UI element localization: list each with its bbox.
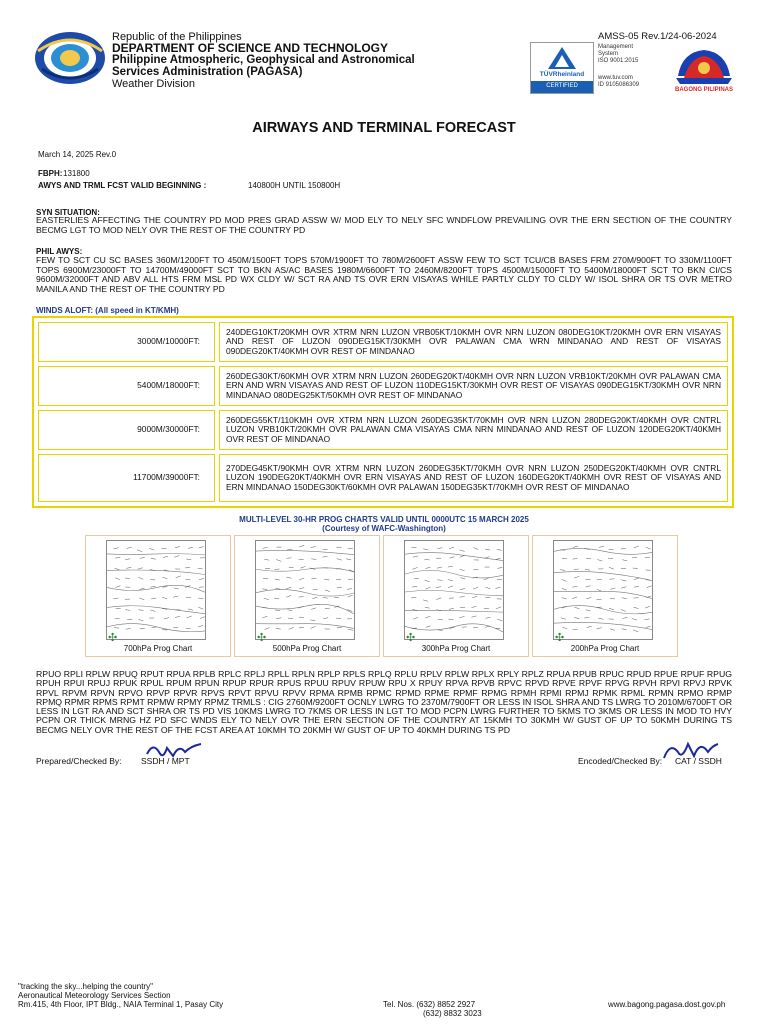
wind-forecast: 260DEG55KT/110KMH OVR XTRM NRN LUZON 260DEG35KT/70KMH OVR NRN LUZON 280DEG20KT/40KMH OVR CNTRL LUZON VRB10KT/20KMH OVR PALAWAN CMA VISAYAS CMA NRN MINDANAO AND REST OF LUZON 120DEG20KT/40KMH OVR REST OF MINDANAO: [219, 410, 728, 450]
prog-chart-label: 700hPa Prog Chart: [123, 644, 193, 653]
tuv-certification-badge: [530, 42, 594, 94]
agency-name-line2: Services Administration (PAGASA): [112, 66, 303, 78]
bagong-pilipinas-text: BAGONG PILIPINAS: [674, 87, 733, 93]
cert-info: [598, 44, 639, 89]
terminals-forecast: RPUO RPLI RPLW RPUQ RPUT RPUA RPLB RPLC RPLJ RPLL RPLN RPLP RPLS RPLQ RPLU RPLV RPLW RPLX RPLY RPLZ RPUA RPUB RPUC RPUD RPUE RPUF RPUG RPUH RPUI RPUJ RPUK RPUL RPUM RPUN RPUP RPUR RPUS RPUU RPUV RPUW RPU X RPUY RPVA RPVB RPVC RPVD RPVE RPVF RPVG RPVH RPVI RPVJ RPVK RPVL RPVM RPVN RPVO RPVP RPVR RPVS RPVT RPVU RPVV RPMA RPMB RPMC RPMD RPME RPMF RPMG RPMH RPMI RPMJ RPMK RPML RPMN RPMO RPMP RPMQ RPMR RPMS RPMT RPMW RPMY RPMZ TRMLS : CIG 2760M/9200FT OCNLY LWRG TO 2370M/7900FT OR LESS IN ISOL SHRA AND TS LWRG TO 2010M/6700FT OR LESS IN LGT RA AND SCT SHRA OR TS PD VIS 10KMS LWRG TO 7KMS OR LESS IN LGT TO MOD PCPN LWRG FURTHER TO 5KMS TO 3KMS OR LESS IN MOD TO HVY PCPN OR THICK MRNG HZ PD SFC WNDS ELY TO NELY OVR THE ERN SECTION OF THE COUNTRY AT 15KMH TO 30KMH W/ GUST OF UP TO 50KMH DURING TS BECMG NELY OVR THE REST OF THE FCST AREA AT 10KMH TO 20KMH W/ GUST OF UP TO 40KMH DURING TS PD: [36, 669, 732, 735]
prog-chart-label: 500hPa Prog Chart: [272, 644, 342, 653]
republic-text: Republic of the Philippines: [112, 31, 242, 43]
pagasa-mini-icon: ✣: [555, 632, 565, 644]
division-name: Weather Division: [112, 78, 195, 90]
department-name: DEPARTMENT OF SCIENCE AND TECHNOLOGY: [112, 41, 389, 55]
wind-level: 3000M/10000FT:: [38, 322, 215, 362]
prepared-value: SSDH / MPT: [141, 756, 190, 766]
issue-date: March 14, 2025 Rev.0: [38, 150, 117, 159]
prog-chart-700hpa[interactable]: [85, 535, 231, 657]
prog-chart-image: [404, 540, 504, 640]
prepared-label: Prepared/Checked By:: [36, 756, 122, 766]
footer-motto: "tracking the sky...helping the country": [18, 982, 153, 991]
footer-address: Rm.415, 4th Floor, IPT Bldg., NAIA Terminal 1, Pasay City: [18, 1000, 224, 1009]
prog-chart-300hpa[interactable]: [383, 535, 529, 657]
wind-level: 9000M/30000FT:: [38, 410, 215, 450]
valid-value: 140800H UNTIL 150800H: [248, 181, 341, 190]
wind-forecast: 240DEG10KT/20KMH OVR XTRM NRN LUZON VRB05KT/10KMH OVR NRN LUZON 080DEG10KT/20KMH OVR ERN VISAYAS AND REST OF LUZON 090DEG15KT/30KMH OVR PALAWAN CMA WRN MINDANAO AND REST OF VISAYAS 090DEG20KT/40KMH OVR REST OF MINDANAO: [219, 322, 728, 362]
prog-courtesy: (Courtesy of WAFC-Washington): [322, 524, 446, 533]
fbph-value: 131800: [63, 169, 90, 178]
awys-text: FEW TO SCT CU SC BASES 360M/1200FT TO 450M/1500FT TOPS 570M/1900FT TO 780M/2600FT ASSW FEW TO SCT TCU/CB BASES FRM 270M/900FT TO 330M/1100FT TOPS 6900M/23000FT TO 14700M/49000FT SCT TO BKN AS/AC BASES 1980M/6600FT TO 2460M/8200FT T0PS 4500M/15000FT TO 5400M/18000FT SCT TO BKN CI/CS 9600M/32000FT AND ABV ALL HTS FRM MSL PD WX CLDY W/ SCT RA AND TS OVR ERN VISAYAS WHILE PARTLY CLDY TO CLDY W/ ISOL SHRA OR TS OVR METRO MANILA AND THE REST OF THE COUNTRY PD: [36, 255, 732, 294]
winds-label: WINDS ALOFT: (All speed in KT/KMH): [36, 306, 179, 315]
footer-website[interactable]: www.bagong.pagasa.dost.gov.ph: [608, 1000, 726, 1009]
prog-title: MULTI-LEVEL 30-HR PROG CHARTS VALID UNTIL 0000UTC 15 MARCH 2025: [239, 515, 529, 524]
wind-forecast: 260DEG30KT/60KMH OVR XTRM NRN LUZON 260DEG20KT/40KMH OVR NRN LUZON VRB10KT/20KMH OVR PALAWAN CMA ERN AND WRN VISAYAS AND REST OF LUZON 110DEG15KT/30KMH OVR REST OF VISAYAS 090DEG15KT/30KMH OVR NRN MINDANAO 080DEG25KT/50KMH OVR REST OF MINDANAO: [219, 366, 728, 406]
encoded-signature: [660, 738, 720, 769]
encoded-value: CAT / SSDH: [675, 756, 722, 766]
cert-url: www.tuv.com: [598, 75, 633, 81]
cert-id: ID 9105086309: [598, 82, 640, 88]
wind-forecast: 270DEG45KT/90KMH OVR XTRM NRN LUZON 260DEG35KT/70KMH OVR NRN LUZON 250DEG20KT/40KMH OVR CNTRL LUZON 190DEG20KT/40KMH OVR ERN VISAYAS AND REST OF LUZON 160DEG20KT/40KMH OVR REST OF VISAYAS AND ERN MINDANAO 150DEG30KT/60KMH OVR PALAWAN 150DEG35KT/70KMH OVR REST OF MINDANAO: [219, 454, 728, 502]
table-row: [38, 322, 728, 362]
winds-aloft-table: [32, 316, 734, 508]
table-row: [38, 454, 728, 502]
prog-chart-image: [106, 540, 206, 640]
pagasa-logo: [34, 31, 106, 85]
footer-tel2: (632) 8832 3023: [423, 1009, 482, 1018]
syn-label: SYN SITUATION:: [36, 208, 100, 217]
encoded-label: Encoded/Checked By:: [578, 756, 663, 766]
tuv-name: TÜVRheinland: [539, 71, 585, 78]
prepared-signature: [145, 740, 205, 767]
prog-chart-500hpa[interactable]: [234, 535, 380, 657]
tuv-certified: CERTIFIED: [546, 83, 578, 89]
cert-text2: System: [598, 51, 619, 57]
prog-chart-image: [255, 540, 355, 640]
valid-label: AWYS AND TRML FCST VALID BEGINNING :: [38, 181, 207, 190]
cert-text3: ISO 9001:2015: [598, 58, 639, 64]
agency-name-line1: Philippine Atmospheric, Geophysical and Astronomical: [112, 54, 415, 66]
syn-text: EASTERLIES AFFECTING THE COUNTRY PD MOD PRES GRAD ASSW W/ MOD ELY TO NELY SFC WNDFLOW PREVAILING OVR THE ERN SECTION OF THE COUNTRY BECMG LGT TO MOD NELY OVR THE REST OF THE COUNTRY PD: [36, 215, 732, 235]
table-row: [38, 366, 728, 406]
prog-chart-image: [553, 540, 653, 640]
pagasa-mini-icon: ✣: [257, 632, 267, 644]
footer-tel1: Tel. Nos. (632) 8852 2927: [383, 1000, 476, 1009]
fbph-label: FBPH:: [38, 169, 63, 178]
table-row: [38, 410, 728, 450]
footer-section: Aeronautical Meteorology Services Section: [18, 991, 171, 1000]
page-title: AIRWAYS AND TERMINAL FORECAST: [252, 120, 516, 136]
wind-level: 5400M/18000FT:: [38, 366, 215, 406]
cert-text1: Management: [598, 44, 634, 50]
prog-chart-label: 200hPa Prog Chart: [570, 644, 640, 653]
wind-level: 11700M/39000FT:: [38, 454, 215, 502]
pagasa-mini-icon: ✣: [108, 632, 118, 644]
awys-label: PHIL AWYS:: [36, 247, 83, 256]
prog-chart-200hpa[interactable]: [532, 535, 678, 657]
document-code: AMSS-05 Rev.1/24-06-2024: [598, 31, 717, 42]
pagasa-mini-icon: ✣: [406, 632, 416, 644]
bagong-pilipinas-logo: [672, 44, 736, 94]
prog-chart-label: 300hPa Prog Chart: [421, 644, 491, 653]
